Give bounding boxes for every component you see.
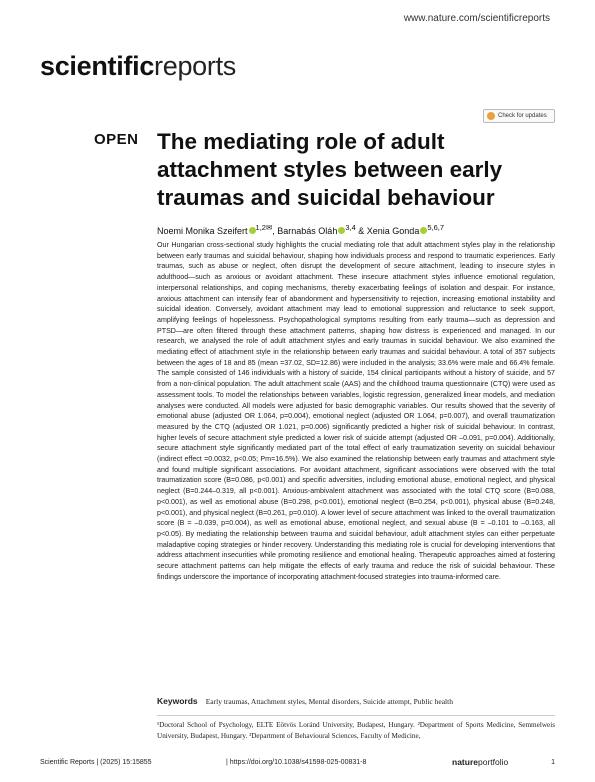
author-separator: & [355, 226, 367, 236]
page-number: 1 [551, 759, 555, 766]
masthead-regular: reports [154, 51, 236, 81]
doi-link[interactable]: | https://doi.org/10.1038/s41598-025-00831-8 [226, 759, 367, 766]
check-for-updates-button[interactable] [483, 109, 555, 123]
page-footer [40, 757, 555, 771]
orcid-icon[interactable] [249, 227, 256, 234]
open-access-label: OPEN [94, 131, 139, 148]
author-affiliation: 5,6,7 [427, 223, 445, 232]
journal-reference: Scientific Reports | (2025) 15:15855 [40, 759, 152, 766]
article-title: The mediating role of adult attachment styles between early traumas and suicidal behaviour [157, 129, 503, 210]
brand-bold: nature [452, 757, 478, 767]
author-affiliation: 1,2✉ [255, 223, 273, 232]
journal-masthead[interactable] [40, 51, 236, 82]
check-updates-label: Check for updates [498, 113, 547, 119]
journal-url-link[interactable]: www.nature.com/scientificreports [403, 13, 550, 24]
top-bar [0, 0, 595, 40]
affiliations-text: ¹Doctoral School of Psychology, ELTE Eötvös Loránd University, Budapest, Hungary. ²Department of Sports Medicine, Semmelweis University, Budapest, Hungary. ³Department of Behavioural Sciences, Faculty of Medicine, [157, 715, 555, 741]
author-name[interactable]: Barnabás Oláh [277, 226, 338, 236]
brand-regular: portfolio [477, 757, 509, 767]
update-badge-icon [487, 112, 495, 120]
publisher-logo [452, 757, 508, 767]
keywords-section [157, 696, 555, 706]
author-affiliation: 3,4 [345, 223, 356, 232]
keywords-list: Early traumas, Attachment styles, Mental disorders, Suicide attempt, Public health [205, 697, 453, 706]
keywords-label: Keywords [157, 696, 198, 706]
masthead-bold: scientific [40, 51, 155, 81]
author-list [157, 223, 557, 236]
author-separator: , [272, 226, 278, 236]
author-name[interactable]: Noemi Monika Szeifert [157, 226, 248, 236]
author-name[interactable]: Xenia Gonda [366, 226, 420, 236]
abstract-text: Our Hungarian cross-sectional study highlights the crucial mediating role that adult attachment styles play in the relationship between early traumas and suicidal behaviour, shaping how individuals process and respond to traumatic experiences. Early traumas, such as abuse or neglect, often disrupt the development of secure attachment, leading to insecure styles in adulthood—such as anxious or avoidant attachment. These insecure attachment styles influence emotional regulation, interpersonal relationships, and coping mechanisms, thereby exacerbating feelings of isolation and despair. For instance, anxious attachment can intensify fear of abandonment and hypersensitivity to rejection, increasing emotional instability and suicidal ideation. Conversely, avoidant attachment may lead to emotional suppression and reluctance to seek support, amplifying feelings of hopelessness. Psychopathological symptoms resulting from early trauma—such as depression and PTSD—are often filtered through these attachment patterns, shaping how distress is experienced and managed. In our research, we analysed the role of adult attachment styles and early traumas in suicidal behaviour. We also examined the mediating effect of attachment style in the relationship between early traumas and suicidal behaviour. A total of 357 subjects between the ages of 18 and 85 (mean =37.02, SD=12.86) were included in the analysis; 33.6% were male and 66.4% female. The sample consisted of 146 individuals with a history of suicide, 154 clinical participants without a history of suicide, and 57 from a non-clinical population. The adult attachment scale (AAS) and the childhood trauma questionnaire (CTQ) were used as assessment tools. To model the relationships between variables, logistic regression, generalized linear models, and mediation analyses were conducted. All models were adjusted for basic demographic variables. Our results showed that the severity of emotional abuse (adjusted OR 1.064, p=0.004), emotional neglect (adjusted OR 1.064, p=0.007), and overall traumatization measured by the CTQ (adjusted OR 1.021, p=0.006) significantly predicted a higher risk of suicidal behaviour. In contrast, higher levels of secure attachment style predicted a lower risk of suicide attempt (adjusted OR –0.091, p=0.004). Additionally, secure attachment style significantly mediated part of the total effect of early traumatization severity on suicidal behaviour (indirect effect =0.0032, p<0.05; Pm=16.5%). We also examined the relationship between early traumas and attachment style and found multiple significant associations. For avoidant attachment, significant associations were observed with the total traumatization score (B=0.086, p<0.001) and specific adversities, including emotional abuse, emotional neglect, and physical neglect (B=0.244–0.319, all p<0.001). Anxious-ambivalent attachment was associated with the total CTQ score (B=0.088, p<0.001), as well as emotional abuse (B=0.298, p<0.001), emotional neglect (B=0.254, p<0.001), physical abuse (B=0.248, p<0.001), and physical neglect (B=0.261, p=0.010). A lower level of secure attachment was linked to the overall traumatization score (B = –0.039, p=0.004), as well as emotional abuse, emotional neglect, and sexual abuse (B = –0.101 to –0.163, all p<0.05). By mediating the relationship between trauma and suicidal behaviour, adult attachment styles can either perpetuate maladaptive coping strategies or hinder recovery. Understanding this mediating role is crucial for developing interventions that address attachment insecurities while promoting resilience and emotional healing. Therapeutic approaches aimed at fostering secure attachment patterns can help mitigate the effects of early trauma and reduce the risk of suicidal behaviour. These findings underscore the importance of incorporating attachment-focused strategies into trauma-informed care. [157, 241, 555, 581]
